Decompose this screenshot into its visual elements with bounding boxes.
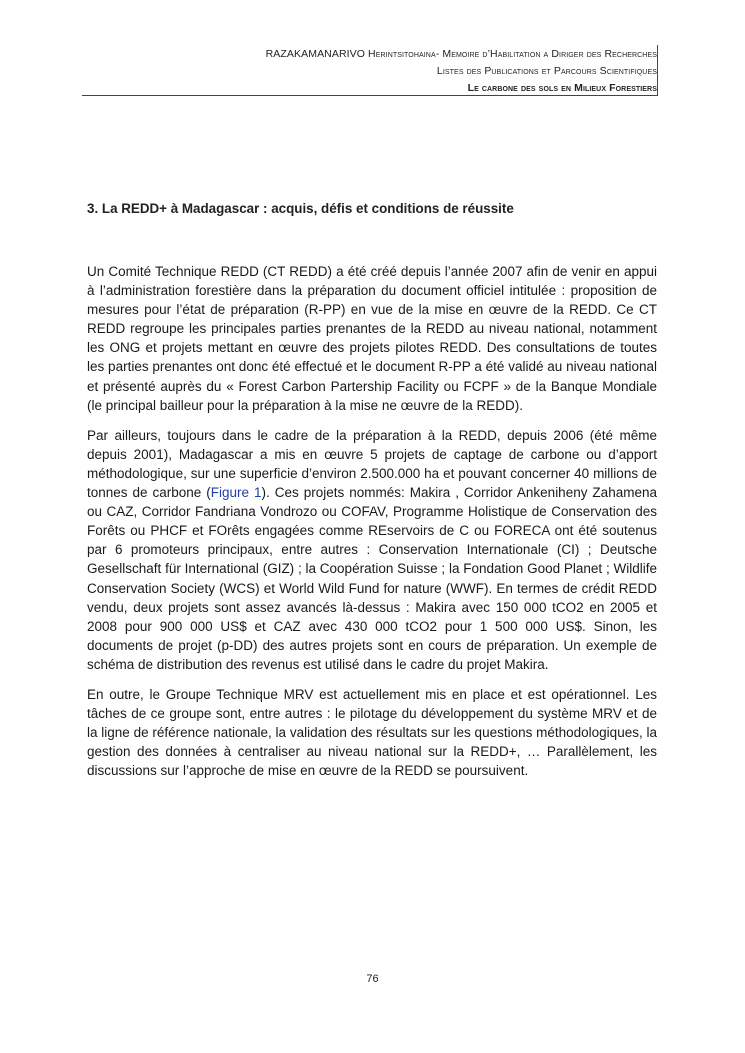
header-topic-line: Le carbone des sols en Milieux Forestiers: [467, 82, 657, 94]
paragraph-mrv-group: En outre, le Groupe Technique MRV est actuellement mis en place et est opérationnel. Les tâches de ce groupe sont, entre autres : le pilotage du développement du système MRV et de la ligne de référence nationale, la validation des résultats sur les questions méthodologiques, la gestion des données à centraliser au niveau national sur la REDD+, … Parallèlement, les discussions sur l’approche de mise en œuvre de la REDD se poursuivent.: [87, 686, 657, 779]
header-subtitle-line: Listes des Publications et Parcours Scientifiques: [436, 65, 657, 77]
header-underline: [82, 95, 658, 96]
body-text: [87, 262, 657, 791]
paragraph-text: ). Ces projets nommés: Makira , Corridor Ankeniheny Zahamena ou CAZ, Corridor Fandriana Vondrozo ou COFAV, Programme Holistique de Conservation des Forêts ou PHCF et FOrêts engagées comme REservoirs de C ou FORECA ont été soutenus par 6 promoteurs principaux, entre autres : Conservation Internationale (CI) ; Deutsche Gesellschaft für International (GIZ) ; la Coopération Suisse ; la Fondation Good Planet ; Wildlife Conservation Society (WCS) et World Wild Fund for nature (WWF). En termes de crédit REDD vendu, deux projets sont assez avancés là-dessus : Makira avec 150 000 tCO2 en 2005 et 2008 pour 900 000 US$ et CAZ avec 430 000 tCO2 pour 1 500 000 US$. Sinon, les documents de projet (p-DD) des autres projets sont en cours de préparation. Un exemple de schéma de distribution des revenus est utilisé dans le cadre du projet Makira.: [87, 485, 657, 672]
paragraph-text: Par ailleurs, toujours dans le cadre de la préparation à la REDD, depuis 2006 (été même depuis 2001), Madagascar a mis en œuvre 5 projets de captage de carbone ou d’apport méthodologique, sur une superficie d’environ 2.500.000 ha et pouvant concerner 40 millions de tonnes de carbone (: [87, 427, 657, 501]
figure-reference-link[interactable]: Figure 1: [210, 485, 262, 501]
paragraph-ct-redd: Un Comité Technique REDD (CT REDD) a été créé depuis l’année 2007 afin de venir en appui à l’administration forestière dans la préparation du document officiel intitulée : proposition de mesures pour l’état de préparation (R-PP) en vue de la mise en œuvre de la REDD. Ce CT REDD regroupe les principales parties prenantes de la REDD au niveau national, notamment les ONG et projets mettant en œuvre des projets pilotes REDD. Des consultations de toutes les parties prenantes ont donc été effectué et le document R-PP a été validé au niveau national et présenté auprès du « Forest Carbon Partership Facility ou FCPF » de la Banque Mondiale (le principal bailleur pour la préparation à la mise ne œuvre de la REDD).: [87, 264, 657, 413]
paragraph-pilot-projects: [87, 426, 657, 674]
header-side-rule: [657, 45, 658, 96]
running-header: [77, 46, 657, 97]
header-author-line: RAZAKAMANARIVO Herintsitohaina- Memoire d’Habilitation a Diriger des Recherches: [265, 48, 657, 60]
section-heading: 3. La REDD+ à Madagascar : acquis, défis et conditions de réussite: [87, 201, 514, 216]
page-number: 76: [366, 973, 379, 985]
